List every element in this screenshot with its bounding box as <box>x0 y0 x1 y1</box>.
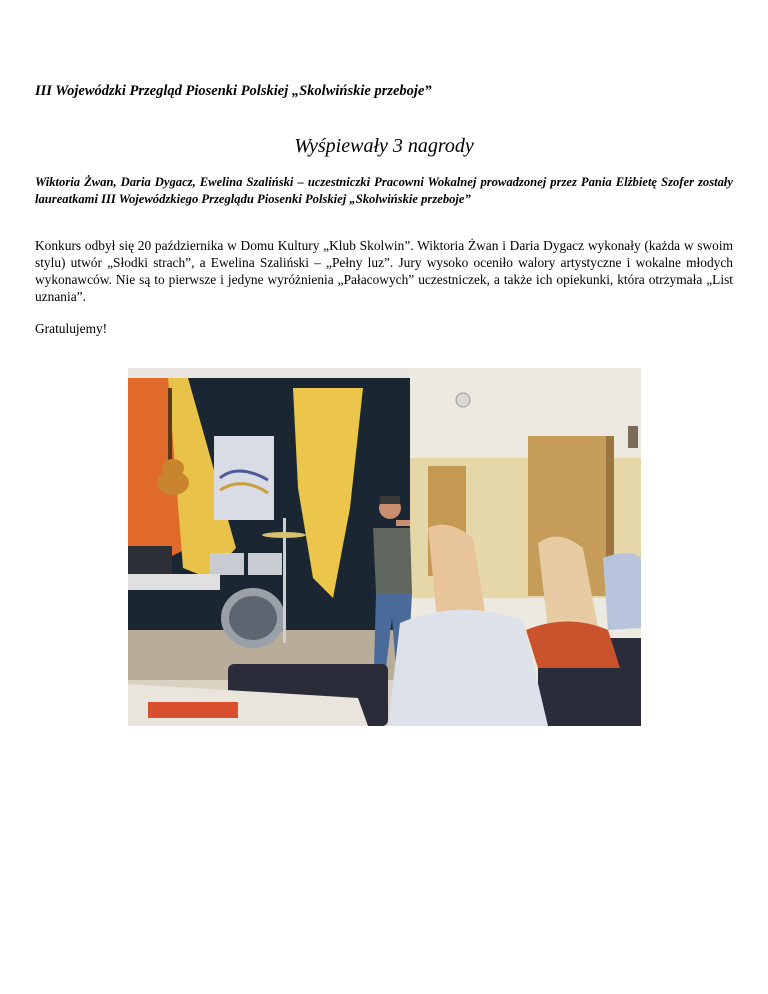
event-title: III Wojewódzki Przegląd Piosenki Polskiej „Skolwińskie przeboje” <box>35 83 432 99</box>
article-headline: Wyśpiewały 3 nagrody <box>294 135 474 157</box>
article-lead: Wiktoria Żwan, Daria Dygacz, Ewelina Szaliński – uczestniczki Pracowni Wokalnej prowadzonej przez Pania Elżbietę Szofer zostały laureatkami III Wojewódzkiego Przeglądu Piosenki Polskiej „Skolwińskie przeboje” <box>35 175 733 206</box>
singer-on-stage-photo <box>128 368 641 726</box>
article-body: Konkurs odbył się 20 października w Domu Kultury „Klub Skolwin”. Wiktoria Żwan i Daria Dygacz wykonały (każda w swoim stylu) utwór „Słodki strach”, a Ewelina Szaliński – „Pełny luz”. Jury wysoko oceniło walory artystyczne i wokalne młodych wykonawców. Nie są to pierwsze i jedyne wyróżnienia „Pałacowych” uczestniczek, a także ich opiekunki, która otrzymała „List uznania”. <box>35 238 733 304</box>
closing-line: Gratulujemy! <box>35 321 108 336</box>
